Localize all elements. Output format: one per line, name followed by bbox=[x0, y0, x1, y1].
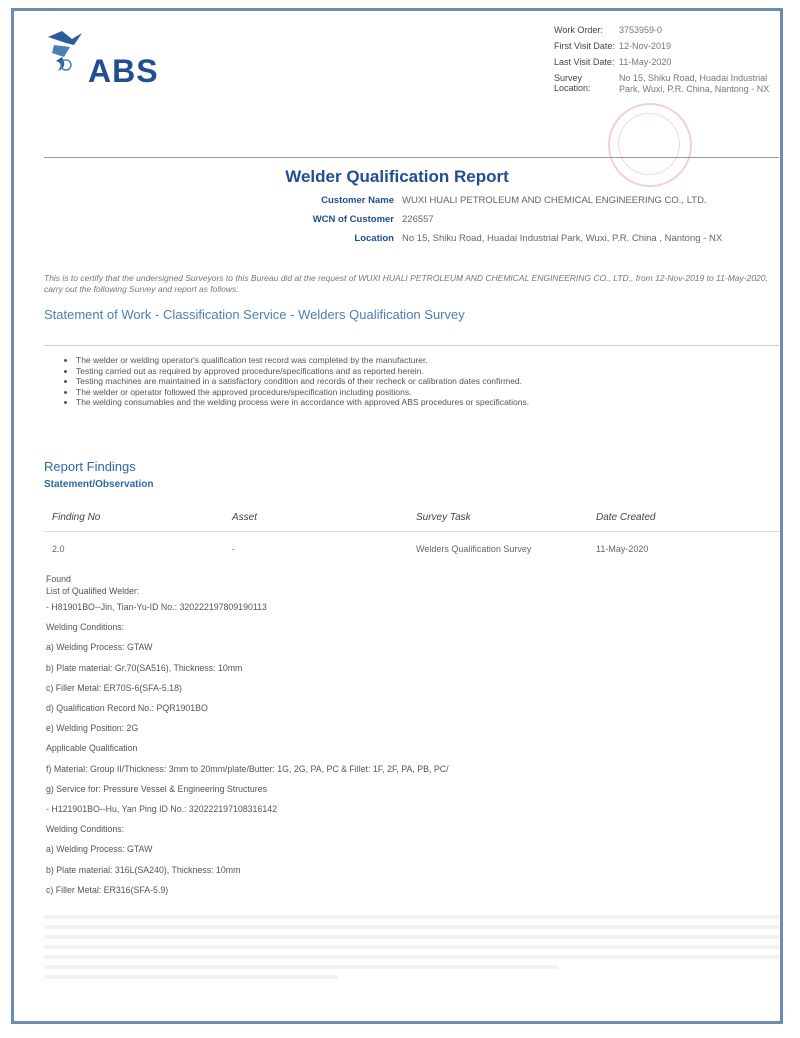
header-meta bbox=[554, 25, 774, 100]
bullet-item: • The welder or welding operator's qualification test record was completed by the manufacturer. bbox=[76, 355, 786, 366]
report-title: Welder Qualification Report bbox=[285, 167, 509, 186]
found-line: c) Filler Metal: ER70S-6(SFA-5.18) bbox=[46, 682, 182, 693]
found-line: Applicable Qualification bbox=[46, 743, 138, 754]
last-visit-value: 11-May-2020 bbox=[619, 57, 672, 67]
header-survey-task: Survey Task bbox=[416, 511, 471, 523]
cell-finding-no: 2.0 bbox=[52, 544, 65, 554]
found-line: Welding Conditions: bbox=[46, 824, 125, 835]
bullet-item: • Testing machines are maintained in a satisfactory condition and records of their recheck or calibration dates confirmed. bbox=[76, 376, 786, 387]
found-line: - H121901BO--Hu, Yan Ping ID No.: 320222197108316142 bbox=[46, 804, 277, 815]
faded-line bbox=[44, 945, 779, 949]
page-frame bbox=[11, 8, 783, 1024]
wcn-label: WCN of Customer bbox=[312, 214, 394, 225]
logo-text: ABS bbox=[88, 53, 159, 89]
faded-line bbox=[44, 925, 779, 929]
found-line: Found bbox=[46, 574, 71, 584]
statement-of-work-heading: Statement of Work - Classification Service - Welders Qualification Survey bbox=[44, 307, 465, 322]
statement-observation-subheading: Statement/Observation bbox=[44, 479, 154, 490]
bullet-item: • The welding consumables and the welding process were in accordance with approved ABS procedures or specifications. bbox=[76, 397, 786, 408]
found-line: List of Qualified Welder: bbox=[46, 586, 140, 596]
certification-statement: This is to certify that the undersigned Surveyors to this Bureau did at the request of WUXI HUALI PETROLEUM AND CHEMICAL ENGINEERING CO., LTD., from 12-Nov-2019 to 11-May-2020, carry out the following Survey and report as follows: bbox=[44, 273, 768, 294]
faded-line bbox=[44, 975, 338, 979]
found-line: Welding Conditions: bbox=[46, 622, 125, 633]
work-order-label: Work Order: bbox=[554, 25, 603, 35]
findings-table-header bbox=[44, 503, 779, 532]
survey-location-value: No 15, Shiku Road, Huadai Industrial Park, Wuxi, P.R. China, Nantong - NX bbox=[619, 73, 770, 94]
faded-footer-text bbox=[44, 915, 779, 1005]
found-line: a) Welding Process: GTAW bbox=[46, 642, 153, 653]
stamp-inner-ring bbox=[618, 113, 680, 175]
report-findings-heading: Report Findings bbox=[44, 459, 136, 474]
customer-name-value: WUXI HUALI PETROLEUM AND CHEMICAL ENGINEERING CO., LTD. bbox=[402, 195, 707, 206]
cell-survey-task: Welders Qualification Survey bbox=[416, 544, 532, 554]
work-order-value: 3753959-0 bbox=[619, 25, 663, 35]
customer-info bbox=[214, 195, 784, 252]
bullet-item: • Testing carried out as required by approved procedure/specifications and as reported herein. bbox=[76, 366, 786, 377]
faded-line bbox=[44, 935, 779, 939]
last-visit-label: Last Visit Date: bbox=[554, 57, 615, 67]
location-value: No 15, Shiku Road, Huadai Industrial Park, Wuxi, P.R. China , Nantong - NX bbox=[402, 233, 723, 244]
found-line: b) Plate material: Gr.70(SA516), Thickness: 10mm bbox=[46, 662, 243, 673]
work-bullets bbox=[64, 355, 786, 408]
first-visit-label: First Visit Date: bbox=[554, 41, 615, 51]
abs-logo bbox=[44, 27, 184, 87]
header-finding-no: Finding No bbox=[52, 511, 101, 523]
bullet-item: • The welder or operator followed the approved procedure/specification including positions. bbox=[76, 387, 786, 398]
found-line: b) Plate material: 316L(SA240), Thickness: 10mm bbox=[46, 864, 241, 875]
cell-date-created: 11-May-2020 bbox=[596, 544, 649, 554]
faded-line bbox=[44, 955, 779, 959]
customer-name-label: Customer Name bbox=[321, 195, 394, 206]
table-row bbox=[44, 535, 779, 563]
found-line: g) Service for: Pressure Vessel & Engineering Structures bbox=[46, 783, 268, 794]
faded-line bbox=[44, 915, 779, 919]
faded-line bbox=[44, 965, 559, 969]
found-line: e) Welding Position: 2G bbox=[46, 723, 139, 734]
survey-location-label: Survey Location: bbox=[554, 73, 591, 93]
cell-asset: - bbox=[232, 544, 235, 554]
found-line: a) Welding Process: GTAW bbox=[46, 844, 153, 855]
found-line: - H81901BO--Jin, Tian-Yu-ID No.: 320222197809190113 bbox=[46, 602, 267, 612]
found-details bbox=[46, 573, 781, 900]
location-label: Location bbox=[354, 233, 394, 244]
report-page bbox=[14, 11, 780, 1021]
found-line: c) Filler Metal: ER316(SFA-5.9) bbox=[46, 884, 169, 895]
header-divider bbox=[44, 157, 779, 158]
header-asset: Asset bbox=[232, 511, 258, 523]
found-line: f) Material: Group II/Thickness: 3mm to 20mm/plate/Butter: 1G, 2G, PA, PC & Fillet: 1F, 2F, PA, PB, PC/ bbox=[46, 763, 449, 774]
header-date-created: Date Created bbox=[596, 511, 656, 523]
section-divider bbox=[44, 345, 779, 346]
found-line: d) Qualification Record No.: PQR1901BO bbox=[46, 703, 208, 714]
first-visit-value: 12-Nov-2019 bbox=[619, 41, 672, 51]
wcn-value: 226557 bbox=[402, 214, 434, 225]
